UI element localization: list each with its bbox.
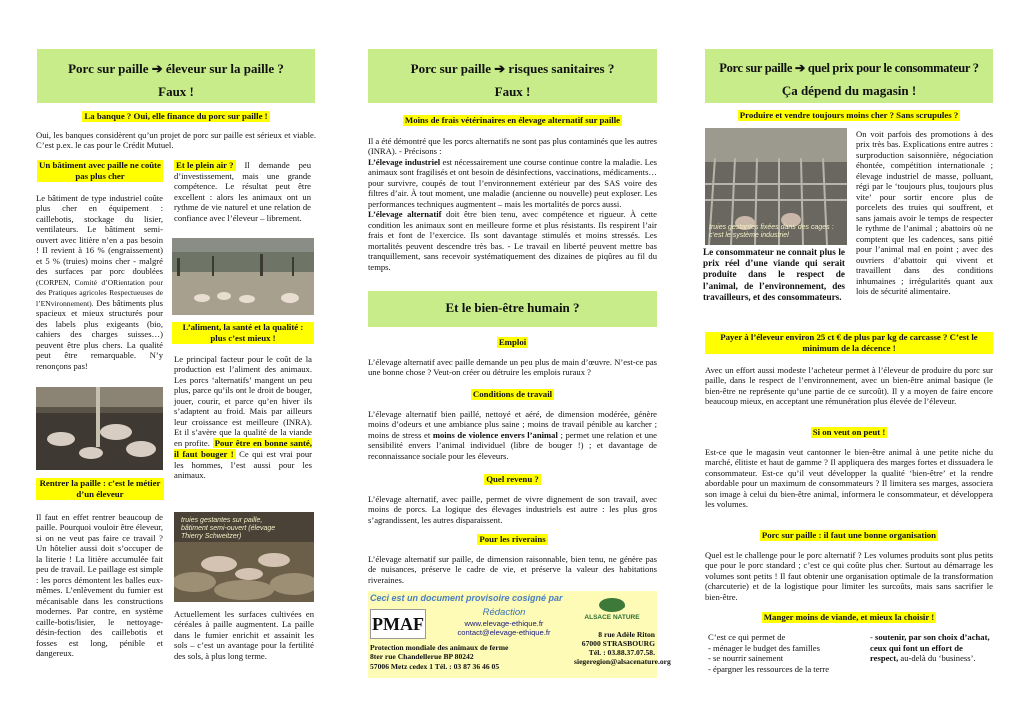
sell-heading: Produire et vendre toujours moins cher ? Sans scrupules ? [739,110,959,120]
income-text: Il faut en effet rentrer beaucoup de paille. Pourquoi vouloir être éleveur, si on ne veut pas faire ce travail ? Un hôtelier aussi doit s’occuper de la literie ! La litière accumulée fait peu de travail. Le paillage est simple : les porcs démontent les balles eux-mêmes. L’enlèvement du fumier est mécanisable dans les constructions modernes. Par contre, en système caille-botis/lisier, le nettoyage-désin-fection des caillebotis et fosses est long, pénible et dangereux. [36,512,163,659]
bank-heading-wrap [37,111,315,122]
vet-industrial-label: L’élevage industriel [368,156,441,167]
an-email[interactable]: siegeregion@alsacenature.org [574,657,671,667]
photo-straw-sows [174,512,314,602]
an-address-2: 67000 STRASBOURG [581,639,655,649]
eat-right-bold: soutenir, par son choix d’achat, ceux qui font un effort de respect, [870,632,990,664]
emploi-heading-wrap [368,337,657,348]
org-heading-wrap [705,530,993,541]
consumer-text [703,247,845,303]
cond-heading: Conditions de travail [472,389,553,399]
river-text: L’élevage alternatif sur paille, de dimension raisonnable, bien tenu, ne génère pas de nuisances, préserve le cadre de vie, et préserve la valeur des habitations riveraines. [368,554,657,585]
corpen-note: (CORPEN, Comité d’ORientation pour des Pratiques agricoles Respectueuses de l’ENvironnement). [36,277,163,308]
col1-title: Porc sur paille ➔ éleveur sur la paille ? [68,61,284,76]
org-text: Quel est le challenge pour le porc alternatif ? Les volumes produits sont plus petits que pour le porc standard ; c’est ce qui coûte plus cher. Surtout au démarrage les volumes sont petits ! Il faut obtenir une organisation optimale de la transformation (charcuterie) et de la logistique pour limiter les surcoûts, mais sans sacrifier le bien-être. [705,550,993,602]
cosign-footer [368,591,671,678]
an-phone: Tél. : 03.88.37.07.58. [588,648,655,658]
want-text: Est-ce que le magasin veut cantonner le bien-être animal à une petite niche du marché, élitiste et haut de gamme ? Il appliquera des marges fortes et dissuadera le consommateur. Est-ce qu’il veut développer la qualité ‘bien-être’ et la rendre abordable pour un maximum de consommateurs ? Il limitera ses marges, associera son image à celui du bien-être animal, informera le consommateur, et développera les volumes. [705,447,993,510]
org-heading: Porc sur paille : il faut une bonne organisation [761,530,937,540]
welfare-header [368,291,657,327]
vet-intro: Il a été démontré que les porcs alternatifs ne sont pas plus contaminés que les autres (INRA). - Précisons : [368,136,657,157]
revenue-heading: Quel revenu ? [486,474,539,484]
food-text-2: Ce qui est vrai pour les hommes, l’est aussi pour les animaux. [174,448,313,481]
cheap-text: Le bâtiment de type industriel coûte plus cher en équipement : caillebotis, stockage du lisier, ventilateurs. Le bâtiment semi-ouvert avec litière n’en a pas besoin ! Il revient à 16 % (engraissement) et 5 % (truies) moins cher - malgré des surfaces par porc doublées [36,193,163,277]
eat-left-list: C’est ce qui permet de - ménager le budget des familles - se nourrir sainement - épargner les ressources de la terre [708,632,830,675]
bank-text: Oui, les banques considèrent qu’un projet de porc sur paille est sérieux et viable. C’est p.ex. le cas pour le Crédit Mutuel. [36,130,316,151]
photo-caged-sows [705,128,847,245]
col3-header [705,49,993,103]
cosign-banner: Ceci est un document provisoire cosigné par [370,593,563,603]
emploi-text: L’élevage alternatif avec paille demande un peu plus de main d’œuvre. N’est-ce pas une bonne chose ? Veut-on créer ou détruire les emplois ruraux ? [368,357,657,378]
income-heading: Rentrer la paille : c’est le métier d’un éleveur [36,478,164,500]
redaction-label: Rédaction [482,607,526,618]
eat-heading-wrap [705,612,993,623]
pmaf-logo-text: PMAF [372,614,424,634]
col2-title: Porc sur paille ➔ risques sanitaires ? [410,61,615,76]
cond-text-bold: moins de violence envers l’animal [432,429,558,440]
col2-subtitle: Faux ! [494,83,531,99]
vet-heading-wrap [368,115,657,126]
want-heading-wrap [705,427,993,438]
cheap-text-2: Des bâtiments plus spacieux et mieux structurés pour des labels plus exigeants (bio, cahiers des charges suisses…) peuvent être plus chers. La qualité peut être remarquable. N’y renonçons pas! [36,297,164,371]
pmaf-logo [370,609,426,639]
col1-header [37,49,315,103]
pmaf-name: Protection mondiale des animaux de ferme [370,643,509,652]
food-heading: L’aliment, la santé et la qualité : plus c’est mieux ! [172,322,314,344]
an-address-1: 8 rue Adèle Riton [598,630,655,639]
cheap-heading-wrap [37,160,163,182]
pay-text: Avec un effort aussi modeste l’acheteur permet à l’éleveur de produire du porc sur paille, dans le respect de l’environnement, avec un bien-être animal basique (le bien-être ne représente qu’une partie de ce surcoût). Il y a moyen de faire encore beaucoup mieux, en acceptant une rémunération plus élevée de l’éleveur. [705,365,993,407]
sell-heading-wrap [705,110,993,121]
vet-alternative-label: L’élevage alternatif [368,209,442,220]
food-text: Le principal facteur pour le coût de la production est l’aliment des animaux. Les porcs ‘alternatifs’ mangent un peu plus, parce qu’ils ont le droit de bouger, jouer, courir, et parce qu’en hiver ils s’adaptent au froid. Mais par ailleurs leur croissance est meilleure (INRA). Et il s’avère que la qualité de la viande en profite. [174,354,312,448]
pay-heading: Payer à l’éleveur environ 25 ct € de plus par kg de carcasse ? C’est le minimum de la décence ! [705,332,993,354]
vet-alternative-text: doit être bien tenu, avec compétence et rigueur. À cette condition les animaux sont en meilleure forme et plus résistants. Ils respirent l’air frais et font de l’exercice. Ils sont davantage stimulés et moins stressés. Les mortalités peuvent descendre très bas. - Le travail en liberté peuvent mettre bas tranquillement, sans recevoir systématiquement des dizaines de piqûres au fil du temps. [368,209,657,272]
photo-caged-caption: truies gestantes fixées dans des cages : c’est le système industriel [709,224,834,240]
pmaf-website[interactable]: www.elevage-ethique.fr [464,618,544,628]
vet-heading: Moins de frais vétérinaires en élevage alternatif sur paille [404,115,621,125]
river-heading-wrap [368,534,657,545]
cond-text-a: L’élevage alternatif bien paillé, nettoyé et aéré, de dimension modérée, génère moins d’odeurs et une ambiance plus saine ; moins de travail pénible au karcher ; moins de stress et [368,409,657,440]
promo-text: On voit parfois des promotions à des prix très bas. Explications entre autres : surproduction saisonnière, négociation éhontée, compétition internationale ; élevage industriel de masse, polluant, régi par le ‘toujours plus, toujours plus vite’ pour sortir encore plus de porcelets des truies qui souffrent, et sans jamais avoir le temps de respecter le rythme de l’animal ; abattoirs où ne comptent que les cadences, sans pitié pour l’animal mal en point ; avec des ouvriers d’abattoir qui vivent et travaillent dans des conditions inhumaines ; irrégularités quant aux lois de sécurité alimentaire. [856,129,993,297]
photo-barn-sows [36,387,163,470]
want-heading: Si on veut on peut ! [812,427,886,437]
col3-title: Porc sur paille ➔ quel prix pour le consommateur ? [719,61,979,75]
col3-subtitle: Ça dépend du magasin ! [781,82,917,98]
cond-heading-wrap [368,389,657,400]
crop-text: Actuellement les surfaces cultivées en céréales à paille augmentent. La paille dans le fumier enrichit et assainit les sols – c’est un avantage pour la fertilité des sols, à plus long terme. [174,609,314,661]
col1-subtitle: Faux ! [158,83,194,99]
bank-heading: La banque ? Oui, elle finance du porc sur paille ! [84,111,268,121]
cheap-heading: Un bâtiment avec paille ne coûte pas plus cher [37,160,163,182]
photo-pigs-outdoor [172,238,314,315]
plain-air-text: Il demande peu d’investissement, mais une grande compétence. Le résultat peut être excellent : alors les animaux ont un rythme de vie naturel et une relation de confiance avec l’éleveur – librement. [174,160,311,223]
alsace-nature-logo [581,593,643,621]
pay-heading-wrap [705,332,993,354]
pmaf-address-1: 8ter rue Chandellerue BP 80242 [370,652,474,662]
consumer-text-body: Le consommateur ne connait plus le prix réel d’une viande qui serait produite dans le respect de l’animal, de l’environnement, des travailleurs, et des consommateurs. [703,247,845,302]
eat-right-text: au-delà du ‘business’. [900,653,976,664]
revenue-heading-wrap [368,474,657,485]
welfare-title: Et le bien-être humain ? [445,300,580,315]
photo-straw-caption: truies gestantes sur paille, bâtiment semi-ouvert (élevage Thierry Schweitzer) [181,517,276,541]
food-heading-wrap [172,322,314,344]
river-heading: Pour les riverains [479,534,546,544]
emploi-heading: Emploi [498,337,527,347]
cond-text-c: ; permet une relation et une sensibilité envers l’animal individuel (libre de bouger !) ; et davantage de reconnaissance sociale pour les éleveurs. [368,429,657,461]
vet-industrial-text: est nécessairement une course continue contre la maladie. Les animaux sont fragilisés et ont besoin de désinfections, vaccinations, médicaments… pour survivre, coupés de tout l’environnement extérieur par des SAS voire des filtres d’air. À tout moment, une maladie (ancienne ou nouvelle) peut exploser. Les performances techniques augmentent – mais les mortalités de porcs aussi. [368,156,658,209]
alsace-nature-logo-text: ALSACE NATURE [584,614,640,622]
revenue-text: L’élevage alternatif, avec paille, permet de vivre dignement de son travail, avec moins de porcs. La logique des élevages industriels est autre : les plus gros s’agrandissent, les autres disparaissent. [368,494,657,525]
food-highlight: Pour être en bonne santé, il faut bouger ! [174,437,312,459]
pmaf-address-2: 57006 Metz cedex 1 Tél. : 03 87 36 46 05 [370,661,500,671]
income-heading-wrap [36,478,164,500]
plain-air-heading: Et le plein air ? [176,160,234,170]
eat-heading: Manger moins de viande, et mieux la choisir ! [763,612,935,622]
col2-header [368,49,657,103]
pmaf-email[interactable]: contact@elevage-ethique.fr [457,627,551,637]
hedgehog-icon [597,593,627,613]
